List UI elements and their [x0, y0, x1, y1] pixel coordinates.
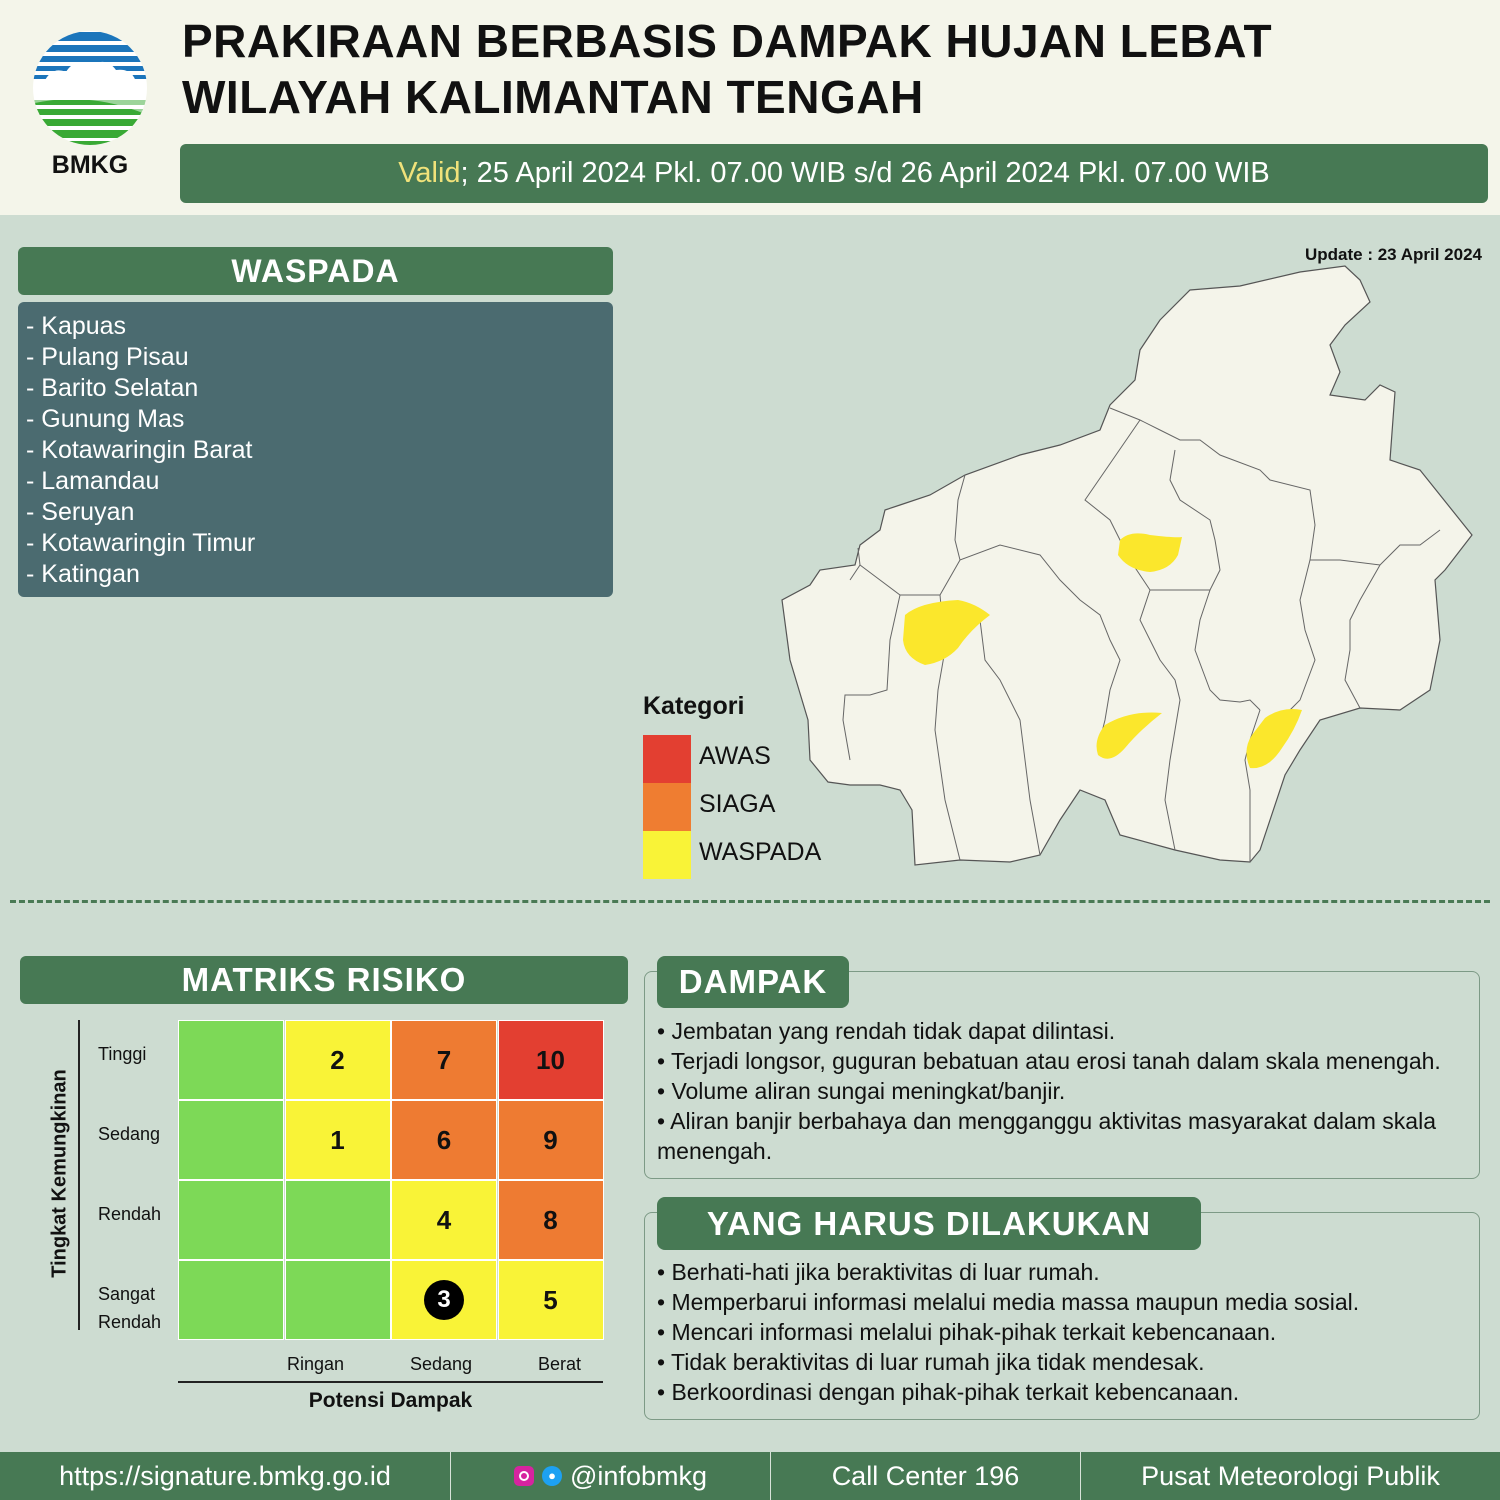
- dampak-item: • Volume aliran sungai meningkat/banjir.: [657, 1078, 1066, 1104]
- y-axis-line: [78, 1020, 80, 1330]
- row-label-rendah: Rendah: [98, 1204, 162, 1224]
- todo-item: • Tidak beraktivitas di luar rumah jika tidak mendesak.: [657, 1349, 1205, 1375]
- svg-text:BMKG: BMKG: [51, 151, 129, 179]
- region-item: - Kotawaringin Barat: [26, 436, 253, 464]
- todo-item: • Memperbarui informasi melalui media massa maupun media sosial.: [657, 1289, 1360, 1315]
- matrix-cell: [178, 1180, 284, 1260]
- waspada-region-list: [18, 302, 613, 597]
- todo-item: • Berhati-hati jika beraktivitas di luar rumah.: [657, 1259, 1100, 1285]
- matrix-cell: 10: [498, 1020, 604, 1100]
- region-item: - Kapuas: [26, 312, 127, 340]
- todo-list: [657, 1257, 1472, 1407]
- matrix-cell: 5: [498, 1260, 604, 1340]
- matrix-cell: 9: [498, 1100, 604, 1180]
- row-label-sangat-rendah: Sangat Rendah: [98, 1284, 162, 1332]
- todo-heading: YANG HARUS DILAKUKAN: [657, 1197, 1201, 1250]
- x-axis-line: [178, 1381, 603, 1383]
- matrix-cell: 2: [285, 1020, 391, 1100]
- matrix-cell: 8: [498, 1180, 604, 1260]
- twitter-icon: ●: [542, 1466, 562, 1486]
- region-item: - Pulang Pisau: [26, 343, 189, 371]
- matrix-cell: 7: [391, 1020, 497, 1100]
- footer-call-center[interactable]: Call Center 196: [831, 1460, 1020, 1491]
- legend-label-awas: AWAS: [699, 742, 771, 770]
- waspada-heading: WASPADA: [18, 247, 613, 295]
- y-axis-title: Tingkat Kemungkinan: [48, 1069, 71, 1278]
- region-item: - Gunung Mas: [26, 405, 185, 433]
- legend-title: Kategori: [643, 692, 745, 720]
- footer-social[interactable]: [451, 1452, 770, 1500]
- x-axis-title: Potensi Dampak: [308, 1389, 473, 1412]
- matrix-cell: 4: [391, 1180, 497, 1260]
- validity-bar: [180, 144, 1488, 203]
- social-handle: @infobmkg: [570, 1460, 707, 1491]
- footer: [0, 1452, 1500, 1500]
- matrix-cell: [285, 1260, 391, 1340]
- row-label-sedang: Sedang: [98, 1124, 161, 1144]
- region-item: - Barito Selatan: [26, 374, 199, 402]
- page-title-line1: PRAKIRAAN BERBASIS DAMPAK HUJAN LEBAT: [182, 15, 1273, 67]
- matrix-cell: [285, 1180, 391, 1260]
- legend-label-siaga: SIAGA: [699, 790, 776, 818]
- dampak-item: • Jembatan yang rendah tidak dapat dilintasi.: [657, 1018, 1116, 1044]
- risk-matrix: [178, 1020, 604, 1340]
- matrix-cell: [391, 1260, 497, 1340]
- region-item: - Kotawaringin Timur: [26, 529, 256, 557]
- region-item: - Katingan: [26, 560, 140, 588]
- region-item: - Lamandau: [26, 467, 160, 495]
- dampak-item: • Terjadi longsor, guguran bebatuan atau erosi tanah dalam skala menengah.: [657, 1048, 1441, 1074]
- matrix-heading: MATRIKS RISIKO: [20, 956, 628, 1004]
- section-divider: [10, 900, 1490, 903]
- province-outline: [782, 266, 1472, 865]
- row-label-tinggi: Tinggi: [98, 1044, 147, 1064]
- legend-swatch-siaga: [643, 783, 691, 831]
- todo-item: • Berkoordinasi dengan pihak-pihak terkait kebencanaan.: [657, 1379, 1240, 1405]
- matrix-cell: 6: [391, 1100, 497, 1180]
- footer-website[interactable]: https://signature.bmkg.go.id: [59, 1460, 391, 1491]
- update-date: Update : 23 April 2024: [1305, 245, 1482, 264]
- bmkg-logo: [30, 30, 150, 180]
- dampak-item: • Aliran banjir berbahaya dan mengganggu aktivitas masyarakat dalam skala menengah.: [657, 1108, 1437, 1164]
- matrix-cell: 1: [285, 1100, 391, 1180]
- matrix-cell: [178, 1020, 284, 1100]
- footer-org: Pusat Meteorologi Publik: [1141, 1460, 1440, 1491]
- legend-swatch-waspada: [643, 831, 691, 879]
- region-map: [700, 255, 1490, 875]
- page-title-line2: WILAYAH KALIMANTAN TENGAH: [182, 71, 924, 123]
- matrix-cell: [178, 1260, 284, 1340]
- matrix-cell-selected-marker: 3: [424, 1280, 464, 1320]
- legend-label-waspada: WASPADA: [699, 838, 822, 866]
- col-label-sedang: Sedang: [410, 1354, 473, 1374]
- matrix-cell: [178, 1100, 284, 1180]
- col-label-ringan: Ringan: [287, 1354, 345, 1374]
- legend-swatch-awas: [643, 735, 691, 783]
- region-item: - Seruyan: [26, 498, 135, 526]
- dampak-heading: DAMPAK: [657, 956, 849, 1008]
- dampak-list: [657, 1016, 1472, 1166]
- valid-label: Valid: [398, 157, 461, 189]
- todo-item: • Mencari informasi melalui pihak-pihak terkait kebencanaan.: [657, 1319, 1277, 1345]
- instagram-icon: [514, 1466, 534, 1486]
- col-label-berat: Berat: [538, 1354, 582, 1374]
- valid-period: ; 25 April 2024 Pkl. 07.00 WIB s/d 26 April 2024 Pkl. 07.00 WIB: [460, 157, 1270, 189]
